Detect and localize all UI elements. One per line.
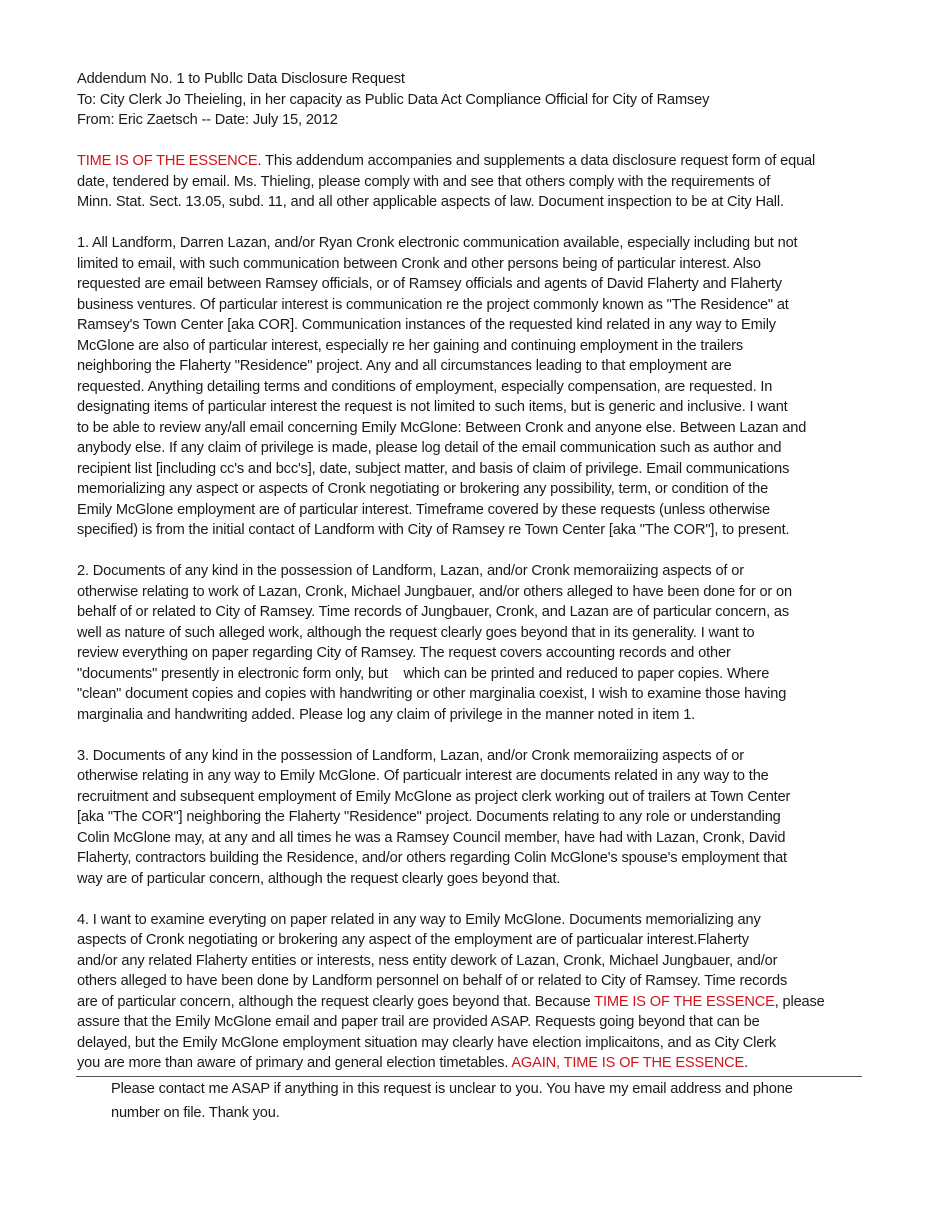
item2-line: well as nature of such alleged work, although the request clearly goes beyond that in its generality. I want to [77,624,755,641]
item3-line: 3. Documents of any kind in the possession of Landform, Lazan, and/or Cronk memoraiizing aspects of or [77,747,744,764]
document-body [77,69,867,1074]
item-1-paragraph [77,233,867,541]
item4-line: and/or any related Flaherty entities or interests, ness entity dework of Lazan, Cronk, Michael Jungbauer, and/or [77,952,778,969]
item1-line: requested. Anything detailing terms and conditions of employment, especially compensation, are requested. In [77,378,773,395]
document-title: Addendum No. 1 to Publlc Data Disclosure Request [77,71,405,87]
item4-line: aspects of Cronk negotiating or brokering any aspect of the employment are of particualar interest.Flaherty [77,932,749,948]
item1-line: Emily McGlone employment are of particular interest. Timeframe covered by these requests (unless otherwise [77,501,771,518]
item3-line: recruitment and subsequent employment of Emily McGlone as project clerk working out of trailers at Town Center [77,788,791,805]
item1-line: requested are email between Ramsey officials, or of Ramsey officials and agents of David Flaherty and Flaherty [77,276,782,292]
item2-line: review everything on paper regarding City of Ramsey. The request covers accounting records and other [77,645,731,661]
item2-line: behalf of or related to City of Ramsey. Time records of Jungbauer, Cronk, and Lazan are of particular concern, as [77,604,790,620]
time-essence-emphasis: TIME IS OF THE ESSENCE [77,153,258,169]
item1-line: McGlone are also of particular interest, especially re her gaining and continuing employment in the trailers [77,337,744,354]
item1-line: designating items of particular interest the request is not limited to such items, but is generic and inclusive. I want [77,399,788,415]
item2-line: "documents" presently in electronic form only, but which can be printed and reduced to paper copies. Where [77,665,770,682]
item2-line: 2. Documents of any kind in the possession of Landform, Lazan, and/or Cronk memoraiizing aspects of or [77,563,744,579]
intro-line: Minn. Stat. Sect. 13.05, subd. 11, and all other applicable aspects of law. Document inspection to be at City Hall. [77,194,784,210]
recipient-line: To: City Clerk Jo Theieling, in her capacity as Public Data Act Compliance Official for City of Ramsey [77,91,710,108]
item2-line: marginalia and handwriting added. Please log any claim of privilege in the manner noted in item 1. [77,706,696,723]
closing-paragraph [111,1077,871,1125]
item1-line: to be able to review any/all email concerning Emily McGlone: Between Cronk and anyone else. Between Lazan and [77,419,807,436]
closing-line: Please contact me ASAP if anything in this request is unclear to you. You have my email address and phone [111,1081,793,1097]
closing-line: number on file. Thank you. [111,1105,280,1121]
header-block [77,69,867,131]
intro-line: date, tendered by email. Ms. Thieling, please comply with and see that others comply with the requirements of [77,173,771,190]
item1-line: neighboring the Flaherty "Residence" project. Any and all circumstances leading to that employment are [77,358,732,374]
item4-line: 4. I want to examine everyting on paper related in any way to Emily McGlone. Documents memorializing any [77,911,761,928]
item3-line: Flaherty, contractors building the Residence, and/or others regarding Colin McGlone's spouse's employment that [77,850,787,866]
item1-line: specified) is from the initial contact of Landform with City of Ramsey re Town Center [aka "The COR"], to present. [77,522,790,538]
item4-line: delayed, but the Emily McGlone employment situation may clearly have election implicaitons, and as City Clerk [77,1034,777,1051]
item-3-paragraph [77,746,867,890]
item1-line: memorializing any aspect or aspects of Cronk negotiating or brokering any possibility, term, or condition of the [77,481,769,497]
intro-paragraph [77,151,867,213]
item1-line: business ventures. Of particular interest is communication re the project commonly known as "The Residence" at [77,296,789,313]
item2-line: "clean" document copies and copies with handwriting or other marginalia coexist, I wish to examine those having [77,686,787,702]
item1-line: limited to email, with such communication between Cronk and other persons being of particular interest. Also [77,255,761,272]
item4-line-final: you are more than aware of primary and general election timetables. AGAIN, TIME IS OF THE ESSENCE. [77,1055,748,1071]
item1-line: 1. All Landform, Darren Lazan, and/or Ryan Cronk electronic communication available, especially including but not [77,235,798,251]
item1-line: anybody else. If any claim of privilege is made, please log detail of the email communication such as author and [77,440,782,456]
time-essence-emphasis: TIME IS OF THE ESSENCE [594,993,775,1010]
intro-line-1: TIME IS OF THE ESSENCE. This addendum accompanies and supplements a data disclosure request form of equal [77,153,816,169]
again-time-essence-emphasis: AGAIN, TIME IS OF THE ESSENCE [511,1055,745,1071]
item3-line: [aka "The COR"] neighboring the Flaherty "Residence" project. Documents relating to any role or understanding [77,809,781,825]
item1-line: Ramsey's Town Center [aka COR]. Communication instances of the requested kind related in any way to Emily [77,317,776,333]
item-4-paragraph [77,910,867,1074]
item4-line-emphasis: are of particular concern, although the request clearly goes beyond that. Because TIME IS OF THE ESSENCE, please [77,993,825,1010]
item3-line: way are of particular concern, although the request clearly goes beyond that. [77,870,561,887]
item3-line: otherwise relating in any way to Emily McGlone. Of particualr interest are documents related in any way to the [77,768,769,784]
item-2-paragraph [77,561,867,725]
item2-line: otherwise relating to work of Lazan, Cronk, Michael Jungbauer, and/or others alleged to have been done for or on [77,583,792,600]
sender-date-line: From: Eric Zaetsch -- Date: July 15, 2012 [77,112,338,128]
item4-line: others alleged to have been done by Landform personnel on behalf of or related to City of Ramsey. Time records [77,973,788,989]
item3-line: Colin McGlone may, at any and all times he was a Ramsey Council member, have had with Lazan, Cronk, David [77,829,786,846]
item1-line: recipient list [including cc's and bcc's], date, subject matter, and basis of claim of privilege. Email communications [77,460,790,477]
item4-line: assure that the Emily McGlone email and paper trail are provided ASAP. Requests going beyond that can be [77,1014,760,1030]
